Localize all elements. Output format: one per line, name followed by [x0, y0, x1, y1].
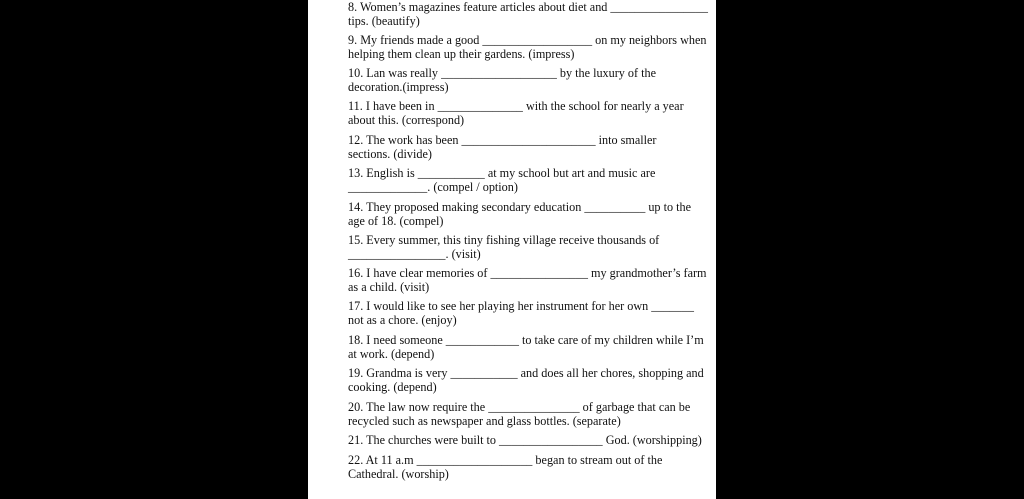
exercise-number: 12.	[348, 133, 364, 147]
exercise-line-1	[348, 200, 704, 214]
exercise-line-1	[348, 133, 704, 147]
exercise-19	[348, 366, 704, 394]
exercise-number: 10.	[348, 66, 364, 80]
exercise-10	[348, 66, 704, 94]
exercise-text: Women’s magazines feature articles about diet and ________________	[359, 0, 708, 14]
exercise-line-2: not as a chore. (enjoy)	[348, 313, 457, 327]
exercise-text: I have been in ______________ with the school for nearly a year	[365, 99, 684, 113]
exercise-line-2: age of 18. (compel)	[348, 214, 444, 228]
exercise-11	[348, 99, 704, 127]
exercise-text: The work has been ______________________ into smaller	[366, 133, 657, 147]
exercise-line-2: helping them clean up their gardens. (impress)	[348, 47, 575, 61]
exercise-line-1	[348, 0, 708, 14]
exercise-line-1	[348, 400, 704, 414]
exercise-line-2: decoration.(impress)	[348, 80, 449, 94]
exercise-number: 21.	[348, 433, 364, 447]
exercise-text: The churches were built to _________________ God. (worshipping)	[366, 433, 702, 447]
exercise-line-2: at work. (depend)	[348, 347, 435, 361]
exercise-9	[348, 33, 707, 61]
exercise-17	[348, 299, 704, 327]
exercise-number: 20.	[348, 400, 364, 414]
exercise-line-1	[348, 366, 704, 380]
exercise-number: 8.	[348, 0, 358, 14]
exercise-text: I would like to see her playing her instrument for her own _______	[366, 299, 694, 313]
exercise-text: Lan was really ___________________ by the luxury of the	[366, 66, 657, 80]
exercise-line-2: cooking. (depend)	[348, 380, 437, 394]
exercise-text: Grandma is very ___________ and does all her chores, shopping and	[366, 366, 704, 380]
exercise-22	[348, 453, 704, 481]
exercise-line-1	[348, 453, 704, 467]
exercise-line-1	[348, 333, 704, 347]
exercise-15	[348, 233, 704, 261]
exercise-line-2: _____________. (compel / option)	[348, 180, 518, 194]
exercise-number: 22.	[348, 453, 364, 467]
exercise-number: 19.	[348, 366, 364, 380]
exercise-line-2: sections. (divide)	[348, 147, 432, 161]
exercise-text: English is ___________ at my school but art and music are	[366, 166, 656, 180]
exercise-21	[348, 433, 704, 447]
exercise-line-2: recycled such as newspaper and glass bottles. (separate)	[348, 414, 621, 428]
exercise-text: At 11 a.m ___________________ began to stream out of the	[365, 453, 663, 467]
exercise-number: 17.	[348, 299, 364, 313]
exercise-text: The law now require the _______________ of garbage that can be	[366, 400, 691, 414]
exercise-number: 16.	[348, 266, 364, 280]
exercise-text: I have clear memories of ________________ my grandmother’s farm	[366, 266, 707, 280]
exercise-line-1	[348, 299, 704, 313]
exercise-text: Every summer, this tiny fishing village receive thousands of	[366, 233, 660, 247]
exercise-number: 9.	[348, 33, 358, 47]
exercise-14	[348, 200, 704, 228]
exercise-8	[348, 0, 708, 28]
exercise-line-2: Cathedral. (worship)	[348, 467, 449, 481]
exercise-number: 13.	[348, 166, 364, 180]
exercise-16	[348, 266, 707, 294]
exercise-line-2: about this. (correspond)	[348, 113, 465, 127]
exercise-12	[348, 133, 704, 161]
exercise-line-1	[348, 266, 707, 280]
exercise-number: 15.	[348, 233, 364, 247]
exercise-line-1	[348, 433, 704, 447]
exercise-18	[348, 333, 704, 361]
exercise-number: 11.	[348, 99, 363, 113]
exercise-line-1	[348, 99, 704, 113]
exercise-line-2: ________________. (visit)	[348, 247, 481, 261]
exercise-text: I need someone ____________ to take care of my children while I’m	[366, 333, 704, 347]
exercise-line-1	[348, 233, 704, 247]
exercise-line-1	[348, 33, 707, 47]
exercise-line-2: as a child. (visit)	[348, 280, 430, 294]
exercise-line-1	[348, 66, 704, 80]
exercise-text: My friends made a good __________________ on my neighbors when	[360, 33, 707, 47]
exercise-20	[348, 400, 704, 428]
worksheet-page	[308, 0, 716, 499]
exercise-line-1	[348, 166, 704, 180]
exercise-number: 18.	[348, 333, 364, 347]
exercise-number: 14.	[348, 200, 364, 214]
exercise-line-2: tips. (beautify)	[348, 14, 420, 28]
exercise-text: They proposed making secondary education __________ up to the	[366, 200, 691, 214]
exercise-13	[348, 166, 704, 194]
